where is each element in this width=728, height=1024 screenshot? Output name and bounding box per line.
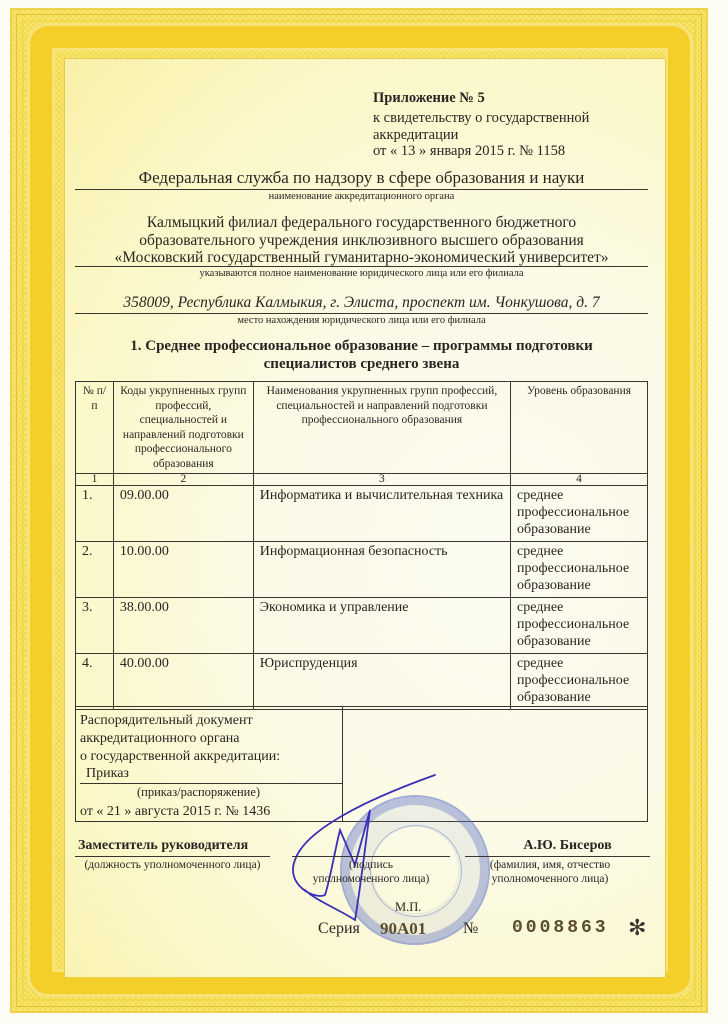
- table-row: [76, 542, 648, 598]
- appendix-line: к свидетельству о государственной: [373, 110, 590, 126]
- column-number: 3: [253, 474, 510, 486]
- underline: [465, 856, 650, 857]
- table-row: [76, 486, 648, 542]
- address-caption: место нахождения юридического лица или его филиала: [237, 315, 486, 326]
- underline: [75, 189, 648, 190]
- underline: [75, 266, 648, 267]
- institution-name-line: образовательного учреждения инклюзивного высшего образования: [139, 232, 584, 249]
- appendix-date: от « 13 » января 2015 г. № 1158: [373, 143, 566, 159]
- underline: [75, 856, 270, 857]
- signatory-name: А.Ю. Бисеров: [523, 838, 612, 853]
- column-header-number: № п/п: [76, 382, 114, 474]
- number-label: №: [463, 920, 479, 937]
- column-header-level: Уровень образования: [511, 382, 648, 474]
- order-label-line: о государственной аккредитации:: [80, 749, 281, 764]
- name-caption: уполномоченного лица): [491, 873, 609, 885]
- series-value: 90А01: [380, 919, 427, 938]
- program-code: 38.00.00: [113, 598, 253, 654]
- row-number: 2.: [76, 542, 114, 598]
- accreditation-body-caption: наименование аккредитационного органа: [268, 191, 455, 202]
- order-label-line: аккредитационного органа: [80, 731, 240, 746]
- program-name: Юриспруденция: [253, 654, 510, 710]
- signatory-position: Заместитель руководителя: [78, 838, 249, 853]
- underline: [292, 856, 450, 857]
- program-name: Информатика и вычислительная техника: [253, 486, 510, 542]
- series-label: Серия: [318, 920, 360, 937]
- appendix-title: Приложение № 5: [373, 90, 485, 106]
- appendix-line: аккредитации: [373, 127, 459, 143]
- column-number-row: [76, 474, 648, 486]
- seal-placement-label: М.П.: [395, 900, 422, 914]
- programs-table: [75, 381, 648, 710]
- order-date: от « 21 » августа 2015 г. № 1436: [80, 804, 271, 819]
- signature-caption: (подпись: [349, 859, 393, 871]
- position-caption: (должность уполномоченного лица): [84, 859, 261, 871]
- education-level: среднее профессиональное образование: [511, 542, 648, 598]
- asterisk-mark-icon: ✻: [628, 915, 647, 940]
- education-level: среднее профессиональное образование: [511, 486, 648, 542]
- program-name: Экономика и управление: [253, 598, 510, 654]
- column-header-name: Наименования укрупненных групп профессий, специальностей и направлений подготовки профессионального образования: [253, 382, 510, 474]
- program-name: Информационная безопасность: [253, 542, 510, 598]
- accreditation-body-name: Федеральная служба по надзору в сфере образования и науки: [138, 168, 585, 187]
- table-row: [76, 598, 648, 654]
- program-code: 09.00.00: [113, 486, 253, 542]
- row-number: 3.: [76, 598, 114, 654]
- name-caption: (фамилия, имя, отчество: [489, 859, 611, 871]
- order-label-line: Распорядительный документ: [80, 713, 253, 728]
- signature-icon: [285, 770, 485, 930]
- row-number: 4.: [76, 654, 114, 710]
- table-row: [76, 654, 648, 710]
- education-level: среднее профессиональное образование: [511, 598, 648, 654]
- signature-caption: уполномоченного лица): [312, 873, 430, 885]
- column-number: 1: [76, 474, 114, 486]
- row-number: 1.: [76, 486, 114, 542]
- table-header-row: [76, 382, 648, 474]
- order-type: Приказ: [86, 766, 129, 781]
- section-title: 1. Среднее профессиональное образование – программы подготовки: [130, 338, 593, 354]
- underline: [75, 313, 648, 314]
- institution-caption: указываются полное наименование юридического лица или его филиала: [199, 268, 524, 279]
- institution-name-line: Калмыцкий филиал федерального государственного бюджетного: [146, 214, 577, 231]
- institution-name-line: «Московский государственный гуманитарно-экономический университет»: [114, 249, 609, 266]
- program-code: 10.00.00: [113, 542, 253, 598]
- section-title: специалистов среднего звена: [263, 356, 460, 372]
- serial-number: 0008863: [512, 918, 609, 938]
- program-code: 40.00.00: [113, 654, 253, 710]
- column-number: 4: [511, 474, 648, 486]
- education-level: среднее профессиональное образование: [511, 654, 648, 710]
- order-type-caption: (приказ/распоряжение): [137, 785, 261, 799]
- column-number: 2: [113, 474, 253, 486]
- column-header-code: Коды укрупненных групп профессий, специальностей и направлений подготовки профессионального образования: [113, 382, 253, 474]
- institution-address: 358009, Республика Калмыкия, г. Элиста, проспект им. Чонкушова, д. 7: [123, 294, 600, 311]
